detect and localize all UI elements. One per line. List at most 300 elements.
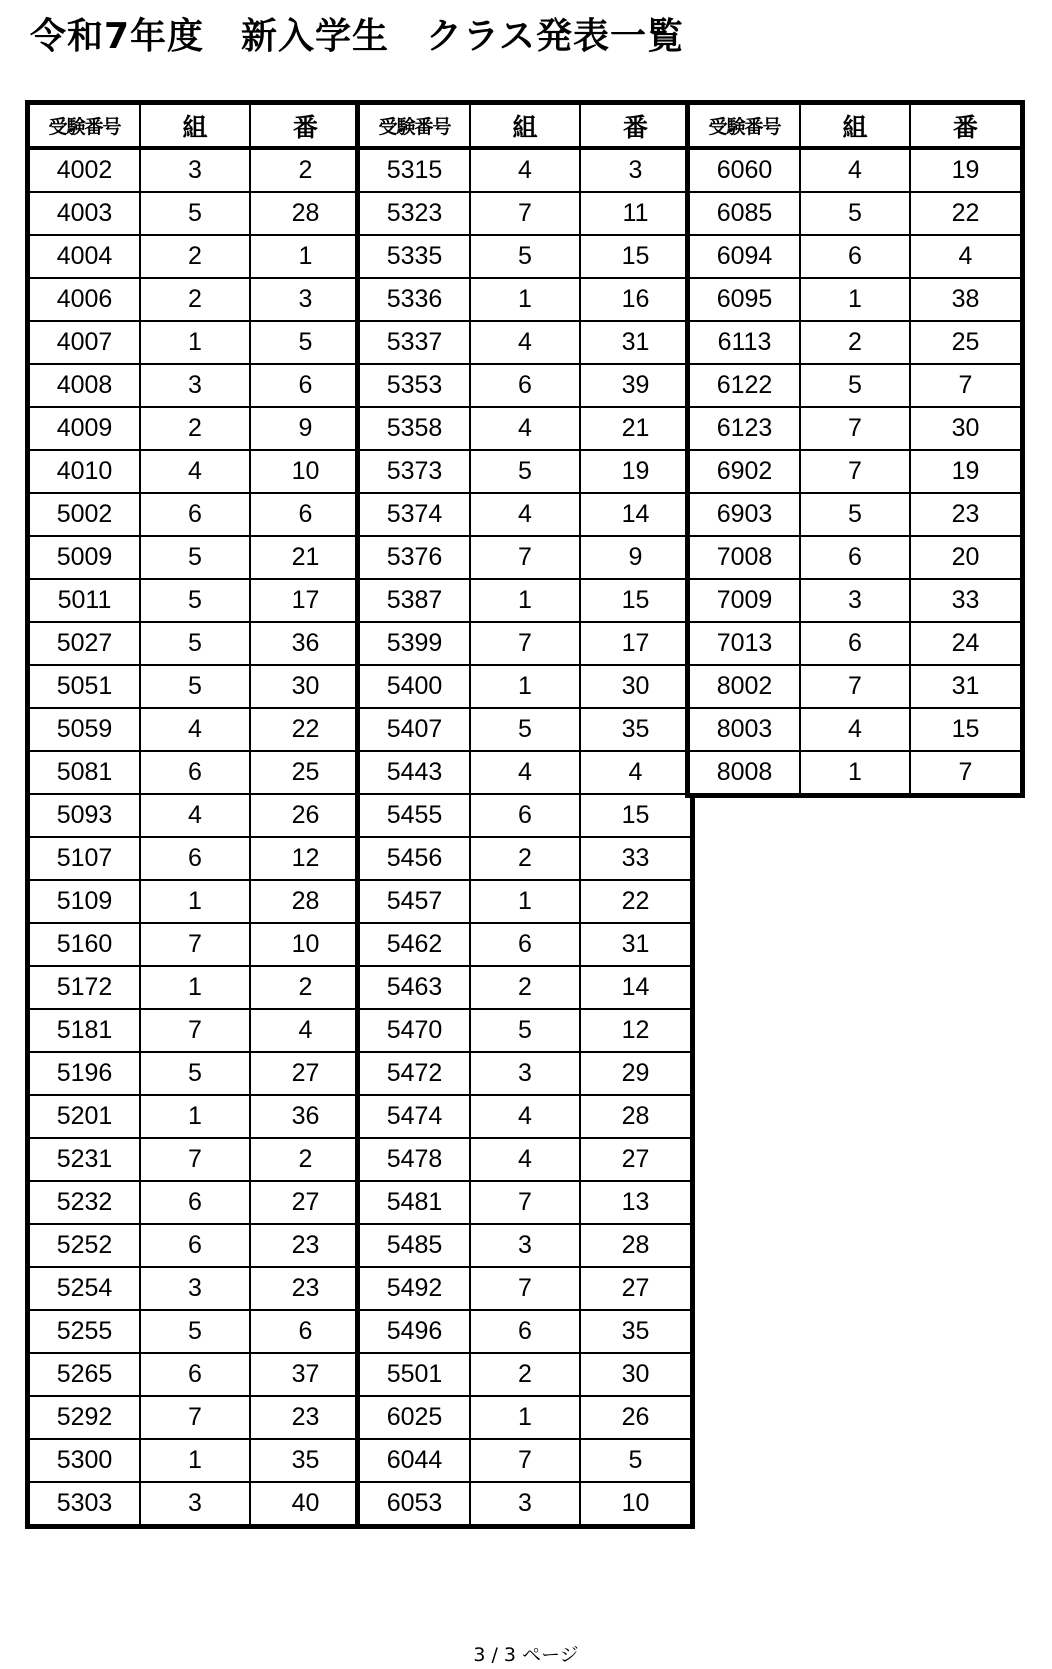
class-cell: 6 <box>140 1353 250 1396</box>
class-cell: 5 <box>470 450 580 493</box>
student-number-cell: 17 <box>580 622 690 665</box>
student-number-cell: 23 <box>910 493 1020 536</box>
table-row <box>690 450 1020 493</box>
exam-number-cell: 5059 <box>30 708 140 751</box>
table-row <box>360 192 690 235</box>
class-cell: 4 <box>470 493 580 536</box>
class-cell: 2 <box>140 235 250 278</box>
exam-number-cell: 5181 <box>30 1009 140 1052</box>
exam-number-cell: 5376 <box>360 536 470 579</box>
student-number-cell: 3 <box>250 278 360 321</box>
student-number-cell: 1 <box>250 235 360 278</box>
class-cell: 7 <box>800 450 910 493</box>
class-table <box>30 105 360 1524</box>
page-number: 3 / 3 ページ <box>473 1644 579 1666</box>
table-row <box>30 1181 360 1224</box>
table-row <box>690 665 1020 708</box>
class-cell: 7 <box>470 1181 580 1224</box>
class-table-block-3 <box>685 100 1025 798</box>
student-number-cell: 17 <box>250 579 360 622</box>
class-table <box>360 105 690 1524</box>
table-header-row <box>30 105 360 148</box>
exam-number-cell: 5336 <box>360 278 470 321</box>
header-student-number: 番 <box>580 105 690 148</box>
class-cell: 5 <box>800 364 910 407</box>
table-row <box>360 148 690 192</box>
student-number-cell: 7 <box>910 751 1020 793</box>
class-cell: 3 <box>470 1052 580 1095</box>
class-cell: 2 <box>140 278 250 321</box>
exam-number-cell: 6053 <box>360 1482 470 1524</box>
table-row <box>30 1267 360 1310</box>
class-cell: 3 <box>470 1224 580 1267</box>
exam-number-cell: 5303 <box>30 1482 140 1524</box>
class-cell: 3 <box>800 579 910 622</box>
student-number-cell: 38 <box>910 278 1020 321</box>
class-cell: 4 <box>470 1095 580 1138</box>
class-cell: 4 <box>140 794 250 837</box>
table-row <box>690 751 1020 793</box>
student-number-cell: 27 <box>580 1138 690 1181</box>
class-cell: 4 <box>470 321 580 364</box>
class-cell: 5 <box>140 1052 250 1095</box>
student-number-cell: 30 <box>580 665 690 708</box>
exam-number-cell: 5081 <box>30 751 140 794</box>
student-number-cell: 15 <box>580 235 690 278</box>
exam-number-cell: 5337 <box>360 321 470 364</box>
exam-number-cell: 5231 <box>30 1138 140 1181</box>
class-cell: 6 <box>140 751 250 794</box>
exam-number-cell: 5443 <box>360 751 470 794</box>
student-number-cell: 22 <box>910 192 1020 235</box>
class-cell: 1 <box>140 1439 250 1482</box>
table-row <box>30 364 360 407</box>
class-cell: 7 <box>140 1138 250 1181</box>
exam-number-cell: 8008 <box>690 751 800 793</box>
exam-number-cell: 5107 <box>30 837 140 880</box>
student-number-cell: 23 <box>250 1224 360 1267</box>
class-cell: 6 <box>140 493 250 536</box>
class-cell: 5 <box>800 192 910 235</box>
student-number-cell: 33 <box>580 837 690 880</box>
exam-number-cell: 5455 <box>360 794 470 837</box>
exam-number-cell: 4002 <box>30 148 140 192</box>
class-cell: 4 <box>470 407 580 450</box>
header-class: 組 <box>470 105 580 148</box>
class-cell: 7 <box>470 536 580 579</box>
table-row <box>360 837 690 880</box>
class-cell: 4 <box>800 708 910 751</box>
exam-number-cell: 5196 <box>30 1052 140 1095</box>
student-number-cell: 27 <box>580 1267 690 1310</box>
class-cell: 5 <box>140 1310 250 1353</box>
exam-number-cell: 5051 <box>30 665 140 708</box>
class-cell: 5 <box>140 536 250 579</box>
exam-number-cell: 5478 <box>360 1138 470 1181</box>
table-row <box>360 1224 690 1267</box>
table-row <box>690 278 1020 321</box>
table-row <box>30 1138 360 1181</box>
table-row <box>30 278 360 321</box>
class-cell: 7 <box>470 1439 580 1482</box>
student-number-cell: 14 <box>580 966 690 1009</box>
table-row <box>360 1396 690 1439</box>
table-row <box>30 235 360 278</box>
table-row <box>30 1353 360 1396</box>
student-number-cell: 4 <box>250 1009 360 1052</box>
student-number-cell: 3 <box>580 148 690 192</box>
student-number-cell: 5 <box>580 1439 690 1482</box>
exam-number-cell: 5501 <box>360 1353 470 1396</box>
exam-number-cell: 4010 <box>30 450 140 493</box>
class-cell: 5 <box>470 235 580 278</box>
student-number-cell: 12 <box>580 1009 690 1052</box>
exam-number-cell: 7009 <box>690 579 800 622</box>
exam-number-cell: 5399 <box>360 622 470 665</box>
student-number-cell: 19 <box>910 450 1020 493</box>
exam-number-cell: 4007 <box>30 321 140 364</box>
exam-number-cell: 5160 <box>30 923 140 966</box>
table-row <box>690 321 1020 364</box>
class-cell: 2 <box>800 321 910 364</box>
exam-number-cell: 5353 <box>360 364 470 407</box>
exam-number-cell: 5252 <box>30 1224 140 1267</box>
table-row <box>30 923 360 966</box>
exam-number-cell: 5172 <box>30 966 140 1009</box>
class-table-block-2 <box>355 100 695 1529</box>
header-exam-number: 受験番号 <box>690 105 800 148</box>
class-cell: 3 <box>140 1267 250 1310</box>
student-number-cell: 15 <box>910 708 1020 751</box>
student-number-cell: 22 <box>580 880 690 923</box>
exam-number-cell: 5109 <box>30 880 140 923</box>
header-student-number: 番 <box>250 105 360 148</box>
class-cell: 6 <box>470 1310 580 1353</box>
student-number-cell: 33 <box>910 579 1020 622</box>
class-cell: 6 <box>470 794 580 837</box>
exam-number-cell: 5407 <box>360 708 470 751</box>
table-row <box>360 794 690 837</box>
student-number-cell: 30 <box>580 1353 690 1396</box>
student-number-cell: 23 <box>250 1396 360 1439</box>
exam-number-cell: 6902 <box>690 450 800 493</box>
class-table <box>690 105 1020 793</box>
table-row <box>30 837 360 880</box>
exam-number-cell: 5335 <box>360 235 470 278</box>
student-number-cell: 28 <box>250 880 360 923</box>
student-number-cell: 28 <box>580 1224 690 1267</box>
table-row <box>30 1439 360 1482</box>
table-row <box>360 493 690 536</box>
student-number-cell: 22 <box>250 708 360 751</box>
table-row <box>360 1353 690 1396</box>
table-row <box>30 1224 360 1267</box>
exam-number-cell: 5457 <box>360 880 470 923</box>
class-cell: 7 <box>470 622 580 665</box>
class-cell: 6 <box>470 923 580 966</box>
table-row <box>360 923 690 966</box>
table-row <box>360 235 690 278</box>
table-row <box>30 1310 360 1353</box>
exam-number-cell: 4006 <box>30 278 140 321</box>
student-number-cell: 11 <box>580 192 690 235</box>
class-cell: 5 <box>470 1009 580 1052</box>
student-number-cell: 31 <box>580 923 690 966</box>
exam-number-cell: 6094 <box>690 235 800 278</box>
header-class: 組 <box>140 105 250 148</box>
student-number-cell: 31 <box>580 321 690 364</box>
student-number-cell: 21 <box>580 407 690 450</box>
class-cell: 5 <box>470 708 580 751</box>
student-number-cell: 37 <box>250 1353 360 1396</box>
student-number-cell: 40 <box>250 1482 360 1524</box>
student-number-cell: 2 <box>250 1138 360 1181</box>
class-cell: 3 <box>470 1482 580 1524</box>
table-row <box>360 450 690 493</box>
exam-number-cell: 8003 <box>690 708 800 751</box>
student-number-cell: 12 <box>250 837 360 880</box>
student-number-cell: 31 <box>910 665 1020 708</box>
class-cell: 2 <box>470 966 580 1009</box>
student-number-cell: 39 <box>580 364 690 407</box>
class-cell: 1 <box>470 665 580 708</box>
table-row <box>30 1482 360 1524</box>
exam-number-cell: 6903 <box>690 493 800 536</box>
table-row <box>360 1267 690 1310</box>
exam-number-cell: 5470 <box>360 1009 470 1052</box>
student-number-cell: 14 <box>580 493 690 536</box>
class-cell: 4 <box>470 148 580 192</box>
student-number-cell: 35 <box>250 1439 360 1482</box>
exam-number-cell: 5474 <box>360 1095 470 1138</box>
table-row <box>360 708 690 751</box>
class-cell: 5 <box>800 493 910 536</box>
table-row <box>30 622 360 665</box>
student-number-cell: 10 <box>250 923 360 966</box>
student-number-cell: 4 <box>580 751 690 794</box>
exam-number-cell: 7008 <box>690 536 800 579</box>
student-number-cell: 28 <box>250 192 360 235</box>
table-row <box>30 407 360 450</box>
table-row <box>30 751 360 794</box>
exam-number-cell: 5300 <box>30 1439 140 1482</box>
exam-number-cell: 5232 <box>30 1181 140 1224</box>
table-row <box>360 622 690 665</box>
exam-number-cell: 5093 <box>30 794 140 837</box>
table-row <box>690 192 1020 235</box>
student-number-cell: 35 <box>580 708 690 751</box>
class-cell: 3 <box>140 364 250 407</box>
table-header-row <box>690 105 1020 148</box>
exam-number-cell: 7013 <box>690 622 800 665</box>
exam-number-cell: 5255 <box>30 1310 140 1353</box>
table-row <box>30 1095 360 1138</box>
table-row <box>360 1095 690 1138</box>
header-exam-number: 受験番号 <box>360 105 470 148</box>
exam-number-cell: 5462 <box>360 923 470 966</box>
class-cell: 6 <box>800 536 910 579</box>
student-number-cell: 23 <box>250 1267 360 1310</box>
student-number-cell: 25 <box>250 751 360 794</box>
student-number-cell: 25 <box>910 321 1020 364</box>
class-cell: 7 <box>800 665 910 708</box>
student-number-cell: 26 <box>250 794 360 837</box>
class-cell: 6 <box>800 622 910 665</box>
exam-number-cell: 5496 <box>360 1310 470 1353</box>
student-number-cell: 20 <box>910 536 1020 579</box>
student-number-cell: 30 <box>910 407 1020 450</box>
table-row <box>360 321 690 364</box>
student-number-cell: 19 <box>910 148 1020 192</box>
class-cell: 1 <box>470 278 580 321</box>
table-row <box>30 794 360 837</box>
table-row <box>360 1052 690 1095</box>
class-cell: 1 <box>140 880 250 923</box>
exam-number-cell: 6085 <box>690 192 800 235</box>
class-cell: 4 <box>470 1138 580 1181</box>
table-row <box>690 622 1020 665</box>
class-cell: 2 <box>470 837 580 880</box>
class-table-block-1 <box>25 100 365 1529</box>
table-row <box>360 751 690 794</box>
class-cell: 6 <box>800 235 910 278</box>
class-cell: 1 <box>470 1396 580 1439</box>
student-number-cell: 19 <box>580 450 690 493</box>
exam-number-cell: 5011 <box>30 579 140 622</box>
table-row <box>360 1439 690 1482</box>
exam-number-cell: 5254 <box>30 1267 140 1310</box>
class-cell: 7 <box>140 1396 250 1439</box>
student-number-cell: 30 <box>250 665 360 708</box>
table-row <box>30 1052 360 1095</box>
header-class: 組 <box>800 105 910 148</box>
table-row <box>30 880 360 923</box>
class-cell: 1 <box>140 1095 250 1138</box>
student-number-cell: 6 <box>250 1310 360 1353</box>
student-number-cell: 27 <box>250 1181 360 1224</box>
class-cell: 6 <box>470 364 580 407</box>
exam-number-cell: 4003 <box>30 192 140 235</box>
exam-number-cell: 5463 <box>360 966 470 1009</box>
exam-number-cell: 5201 <box>30 1095 140 1138</box>
table-row <box>360 880 690 923</box>
table-row <box>360 1138 690 1181</box>
class-cell: 3 <box>140 1482 250 1524</box>
class-cell: 5 <box>140 622 250 665</box>
student-number-cell: 4 <box>910 235 1020 278</box>
class-cell: 6 <box>140 1224 250 1267</box>
class-cell: 7 <box>470 192 580 235</box>
student-number-cell: 10 <box>250 450 360 493</box>
table-row <box>30 1009 360 1052</box>
class-cell: 7 <box>140 923 250 966</box>
page-title: 令和7年度 新入学生 クラス発表一覧 <box>30 16 684 57</box>
table-row <box>30 148 360 192</box>
table-row <box>30 192 360 235</box>
table-row <box>360 407 690 450</box>
exam-number-cell: 5456 <box>360 837 470 880</box>
student-number-cell: 15 <box>580 794 690 837</box>
exam-number-cell: 4009 <box>30 407 140 450</box>
student-number-cell: 15 <box>580 579 690 622</box>
table-row <box>690 148 1020 192</box>
table-row <box>30 665 360 708</box>
header-student-number: 番 <box>910 105 1020 148</box>
table-row <box>360 1181 690 1224</box>
student-number-cell: 21 <box>250 536 360 579</box>
student-number-cell: 2 <box>250 148 360 192</box>
class-cell: 4 <box>470 751 580 794</box>
exam-number-cell: 4008 <box>30 364 140 407</box>
class-cell: 6 <box>140 837 250 880</box>
table-row <box>360 665 690 708</box>
table-row <box>690 708 1020 751</box>
student-number-cell: 9 <box>580 536 690 579</box>
table-row <box>360 1482 690 1524</box>
exam-number-cell: 5009 <box>30 536 140 579</box>
student-number-cell: 6 <box>250 493 360 536</box>
class-cell: 5 <box>140 192 250 235</box>
student-number-cell: 13 <box>580 1181 690 1224</box>
table-row <box>690 493 1020 536</box>
student-number-cell: 5 <box>250 321 360 364</box>
exam-number-cell: 6122 <box>690 364 800 407</box>
table-row <box>360 1009 690 1052</box>
exam-number-cell: 5265 <box>30 1353 140 1396</box>
student-number-cell: 28 <box>580 1095 690 1138</box>
student-number-cell: 27 <box>250 1052 360 1095</box>
exam-number-cell: 5485 <box>360 1224 470 1267</box>
student-number-cell: 7 <box>910 364 1020 407</box>
exam-number-cell: 5027 <box>30 622 140 665</box>
student-number-cell: 6 <box>250 364 360 407</box>
class-cell: 4 <box>140 450 250 493</box>
table-row <box>690 407 1020 450</box>
table-row <box>360 278 690 321</box>
student-number-cell: 36 <box>250 1095 360 1138</box>
class-cell: 1 <box>800 751 910 793</box>
table-row <box>360 364 690 407</box>
exam-number-cell: 5374 <box>360 493 470 536</box>
student-number-cell: 16 <box>580 278 690 321</box>
table-row <box>360 1310 690 1353</box>
exam-number-cell: 5400 <box>360 665 470 708</box>
table-row <box>30 579 360 622</box>
student-number-cell: 24 <box>910 622 1020 665</box>
student-number-cell: 2 <box>250 966 360 1009</box>
exam-number-cell: 5358 <box>360 407 470 450</box>
class-cell: 4 <box>800 148 910 192</box>
table-header-row <box>360 105 690 148</box>
class-cell: 5 <box>140 665 250 708</box>
exam-number-cell: 5323 <box>360 192 470 235</box>
class-cell: 5 <box>140 579 250 622</box>
table-row <box>30 321 360 364</box>
table-row <box>360 536 690 579</box>
exam-number-cell: 5481 <box>360 1181 470 1224</box>
exam-number-cell: 6095 <box>690 278 800 321</box>
student-number-cell: 35 <box>580 1310 690 1353</box>
exam-number-cell: 4004 <box>30 235 140 278</box>
exam-number-cell: 6025 <box>360 1396 470 1439</box>
header-exam-number: 受験番号 <box>30 105 140 148</box>
class-cell: 1 <box>470 880 580 923</box>
exam-number-cell: 8002 <box>690 665 800 708</box>
table-row <box>690 579 1020 622</box>
class-cell: 1 <box>140 966 250 1009</box>
class-cell: 3 <box>140 148 250 192</box>
table-row <box>360 579 690 622</box>
